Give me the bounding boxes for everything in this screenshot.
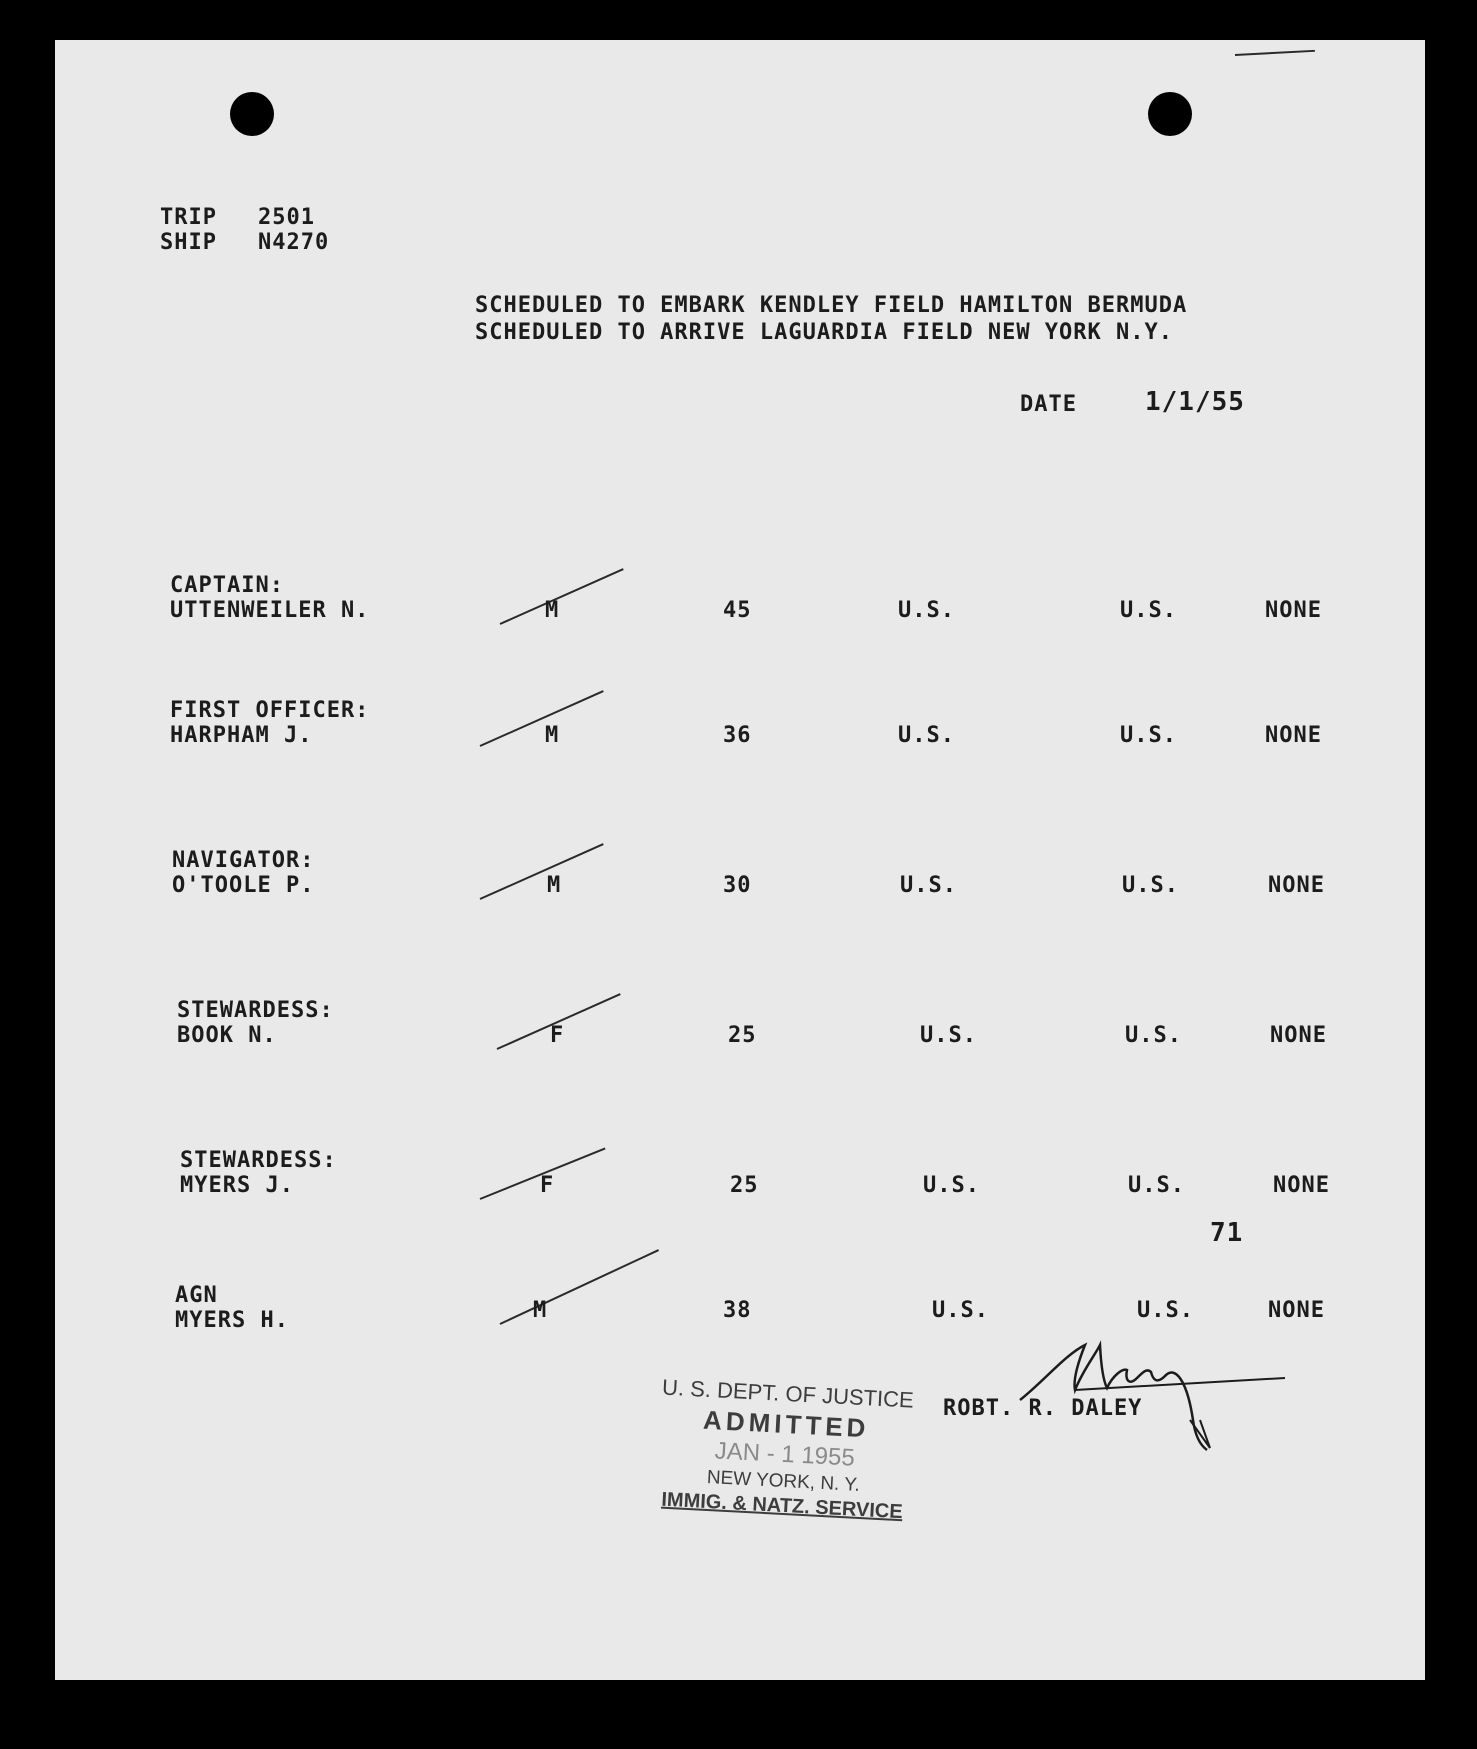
date-label: DATE [1020,392,1077,417]
crew-remarks: NONE [1268,1298,1325,1323]
crew-sex: M [545,598,560,623]
crew-name: MYERS J. [180,1173,294,1198]
check-mark [500,1249,659,1325]
crew-citizenship: U.S. [920,1023,977,1048]
crew-nationality: U.S. [1137,1298,1194,1323]
route-arrive: SCHEDULED TO ARRIVE LAGUARDIA FIELD NEW YORK N.Y. [475,320,1174,345]
signature-image [1015,1320,1305,1470]
crew-citizenship: U.S. [932,1298,989,1323]
corner-mark [1235,50,1315,56]
crew-name: O'TOOLE P. [172,873,315,898]
crew-age: 36 [723,723,752,748]
crew-citizenship: U.S. [900,873,957,898]
crew-role: CAPTAIN: [170,573,284,598]
stamp-service: IMMIG. & NATZ. SERVICE [660,1488,904,1523]
crew-role: NAVIGATOR: [172,848,315,873]
punch-hole-left [230,92,274,136]
crew-remarks: NONE [1265,598,1322,623]
crew-remarks: NONE [1265,723,1322,748]
ship-label: SHIP [160,230,217,255]
crew-sex: F [550,1023,565,1048]
crew-citizenship: U.S. [898,598,955,623]
date-value: 1/1/55 [1145,387,1245,417]
crew-age: 45 [723,598,752,623]
crew-role: AGN [175,1283,218,1308]
crew-nationality: U.S. [1120,598,1177,623]
crew-role: STEWARDESS: [177,998,334,1023]
check-mark [480,843,604,900]
stamp-location: NEW YORK, N. Y. [706,1466,861,1496]
crew-sex: F [540,1173,555,1198]
crew-age: 30 [723,873,752,898]
crew-name: UTTENWEILER N. [170,598,370,623]
route-embark: SCHEDULED TO EMBARK KENDLEY FIELD HAMILTON BERMUDA [475,293,1188,318]
stamp-date: JAN - 1 1955 [714,1437,856,1472]
crew-age: 25 [730,1173,759,1198]
check-mark [480,690,604,747]
crew-citizenship: U.S. [898,723,955,748]
crew-remarks: NONE [1273,1173,1330,1198]
stamp-admitted: ADMITTED [702,1404,871,1443]
signer-name: ROBT. R. DALEY [943,1396,1143,1421]
crew-role: FIRST OFFICER: [170,698,370,723]
trip-value: 2501 [258,205,315,230]
stamp-line: U. S. DEPT. OF JUSTICE [661,1374,915,1413]
crew-name: MYERS H. [175,1308,289,1333]
crew-nationality: U.S. [1122,873,1179,898]
crew-name: HARPHAM J. [170,723,313,748]
crew-age: 38 [723,1298,752,1323]
crew-name: BOOK N. [177,1023,277,1048]
crew-sex: M [547,873,562,898]
trip-label: TRIP [160,205,217,230]
crew-nationality: U.S. [1128,1173,1185,1198]
crew-age: 25 [728,1023,757,1048]
crew-nationality: U.S. [1125,1023,1182,1048]
crew-remarks: NONE [1268,873,1325,898]
page-number: 71 [1210,1218,1244,1248]
crew-nationality: U.S. [1120,723,1177,748]
crew-sex: M [545,723,560,748]
crew-role: STEWARDESS: [180,1148,337,1173]
check-mark [500,568,624,625]
admission-stamp [652,1373,919,1525]
ship-value: N4270 [258,230,330,255]
crew-remarks: NONE [1270,1023,1327,1048]
crew-sex: M [533,1298,548,1323]
manifest-page [55,40,1425,1680]
punch-hole-right [1148,92,1192,136]
crew-citizenship: U.S. [923,1173,980,1198]
